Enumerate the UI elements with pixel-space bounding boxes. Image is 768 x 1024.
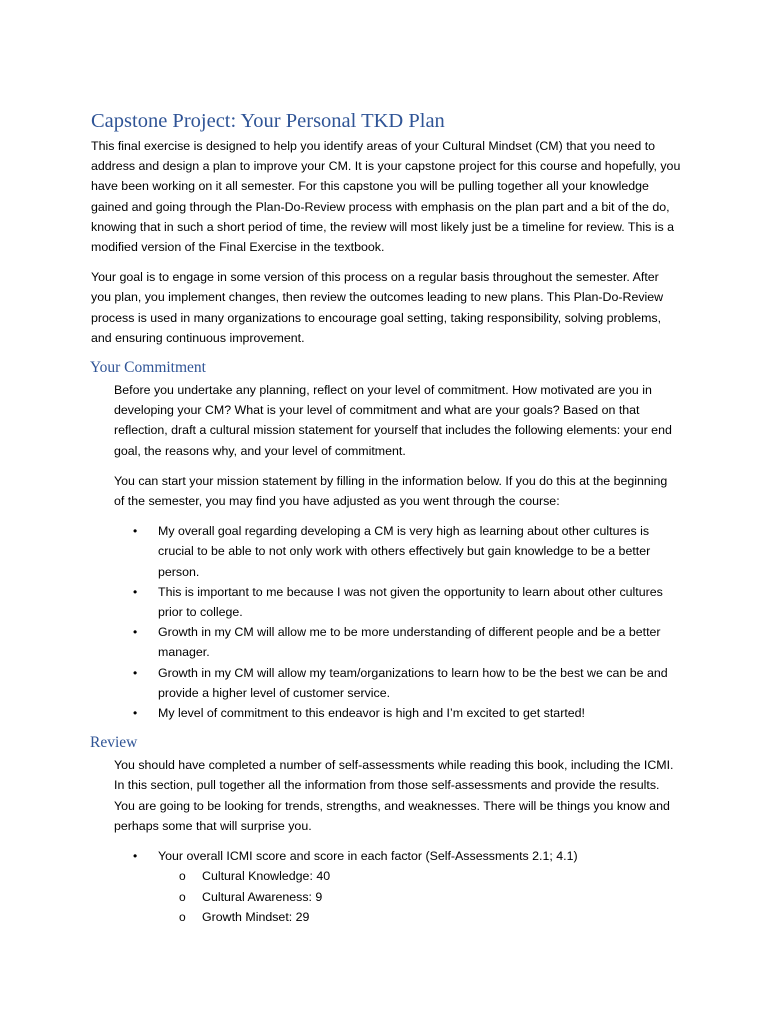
sub-list-item bbox=[158, 866, 681, 886]
sub-list-item bbox=[158, 887, 681, 907]
list-item bbox=[114, 582, 681, 622]
list-item-text: Growth in my CM will allow my team/organizations to learn how to be the best we can be and provide a higher level of customer service. bbox=[158, 665, 668, 700]
document-page bbox=[91, 108, 681, 937]
circle-bullet-icon: o bbox=[179, 909, 186, 924]
review-bullet-list bbox=[114, 846, 681, 927]
list-item bbox=[114, 703, 681, 723]
bullet-icon: • bbox=[133, 584, 138, 599]
bullet-icon: • bbox=[133, 849, 138, 864]
commitment-paragraph-2: You can start your mission statement by filling in the information below. If you do this at the beginning of the semester, you may find you have adjusted as you went through the course: bbox=[114, 473, 668, 509]
list-item bbox=[114, 521, 681, 582]
bullet-icon: • bbox=[133, 665, 138, 680]
review-heading: Review bbox=[90, 734, 138, 752]
circle-bullet-icon: o bbox=[179, 889, 186, 904]
circle-bullet-icon: o bbox=[179, 869, 186, 884]
review-paragraph: You should have completed a number of self-assessments while reading this book, including the ICMI. In this section, pull together all the information from those self-assessments and provide the results. You are going to be looking for trends, strengths, and weaknesses. There will be things you know and perhaps some that will surprise you. bbox=[114, 758, 674, 833]
bullet-icon: • bbox=[133, 625, 138, 640]
list-item-text: My level of commitment to this endeavor is high and I’m excited to get started! bbox=[158, 706, 585, 721]
sub-list-item-text: Growth Mindset: 29 bbox=[202, 909, 310, 924]
sub-list-item-text: Cultural Knowledge: 40 bbox=[202, 869, 331, 884]
bullet-icon: • bbox=[133, 706, 138, 721]
score-sub-list bbox=[158, 866, 681, 927]
list-item bbox=[114, 622, 681, 662]
document-title: Capstone Project: Your Personal TKD Plan bbox=[91, 110, 445, 132]
commitment-bullet-list bbox=[114, 521, 681, 723]
intro-paragraph-1: This final exercise is designed to help you identify areas of your Cultural Mindset (CM) that you need to address and design a plan to improve your CM. It is your capstone project for this course and hopefully, you have been working on it all semester. For this capstone you will be pulling together all your knowledge gained and going through the Plan-Do-Review process with emphasis on the plan part and a bit of the do, knowing that in such a short period of time, the review will most likely just be a timeline for review. This is a modified version of the Final Exercise in the textbook. bbox=[91, 139, 681, 255]
intro-paragraph-2: Your goal is to engage in some version of this process on a regular basis throughout the semester. After you plan, you implement changes, then review the outcomes leading to new plans. This Plan-Do-Review process is used in many organizations to encourage goal setting, taking responsibility, solving problems, and ensuring continuous improvement. bbox=[91, 270, 664, 345]
commitment-paragraph-1: Before you undertake any planning, reflect on your level of commitment. How motivated are you in developing your CM? What is your level of commitment and what are your goals? Based on that reflection, draft a cultural mission statement for yourself that includes the following elements: your end goal, the reasons why, and your level of commitment. bbox=[114, 383, 672, 458]
list-item bbox=[114, 663, 681, 703]
list-item-text: My overall goal regarding developing a CM is very high as learning about other cultures is crucial to be able to not only work with others effectively but gain knowledge to be a better person. bbox=[158, 524, 651, 579]
sub-list-item bbox=[158, 907, 681, 927]
commitment-heading: Your Commitment bbox=[90, 359, 206, 377]
list-item-text: This is important to me because I was not given the opportunity to learn about other cultures prior to college. bbox=[158, 584, 663, 620]
sub-list-item-text: Cultural Awareness: 9 bbox=[202, 889, 323, 904]
list-item-text: Your overall ICMI score and score in each factor (Self-Assessments 2.1; 4.1) bbox=[158, 849, 578, 864]
list-item-text: Growth in my CM will allow me to be more understanding of different people and be a better manager. bbox=[158, 625, 661, 660]
list-item bbox=[114, 846, 681, 927]
bullet-icon: • bbox=[133, 524, 138, 539]
